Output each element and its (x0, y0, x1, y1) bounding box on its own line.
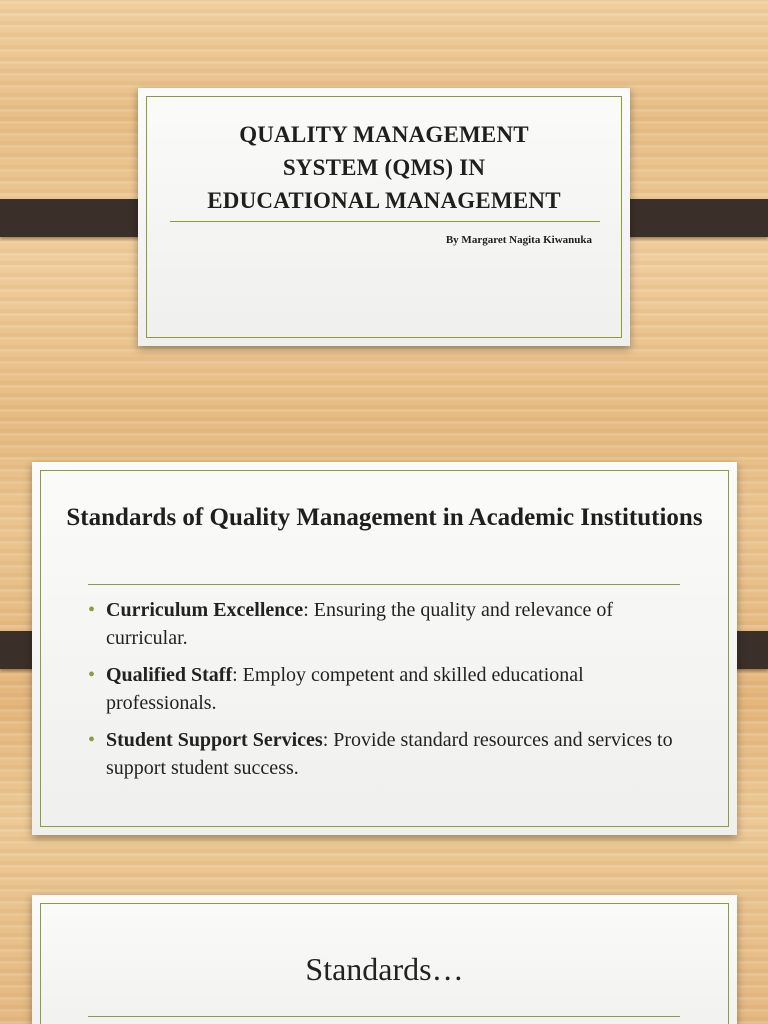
bullet-item (88, 661, 677, 717)
bullet-item (88, 596, 677, 652)
slide-1-card[interactable] (138, 88, 630, 346)
slide-3 (0, 895, 768, 1024)
slide-2-divider (88, 584, 680, 585)
bullet-item (88, 726, 677, 782)
slide-3-card[interactable] (32, 895, 737, 1024)
bullet-term: Curriculum Excellence (106, 599, 304, 621)
author-byline: By Margaret Nagita Kiwanuka (445, 234, 592, 246)
title-line-2: SYSTEM (QMS) IN (282, 155, 486, 180)
slide-2 (0, 430, 768, 870)
bullet-text: : Provide standard resources and services to support student success. (106, 729, 673, 779)
slide-1 (0, 0, 768, 360)
slide-2-heading: Standards of Quality Management in Academic Institutions (66, 504, 703, 531)
title-line-1: QUALITY MANAGEMENT (239, 122, 529, 147)
slide-2-card[interactable] (32, 462, 737, 835)
bullet-term: Qualified Staff (106, 664, 233, 686)
bullet-dot-icon: • (88, 729, 96, 751)
standards-bullet-list (88, 596, 677, 791)
bullet-dot-icon: • (88, 664, 96, 686)
bullet-text: : Employ competent and skilled educational professionals. (106, 664, 584, 714)
slide-3-divider (88, 1016, 680, 1017)
bullet-text: : Ensuring the quality and relevance of curricular. (106, 599, 614, 649)
slide-1-left-strap (0, 199, 156, 237)
presentation-title (158, 118, 610, 217)
bullet-term: Student Support Services (106, 729, 323, 751)
slide-1-divider (170, 221, 600, 222)
slide-1-right-strap (612, 199, 768, 237)
bullet-dot-icon: • (88, 599, 96, 621)
title-line-3: EDUCATIONAL MANAGEMENT (207, 188, 561, 213)
slide-3-heading: Standards… (305, 951, 464, 987)
